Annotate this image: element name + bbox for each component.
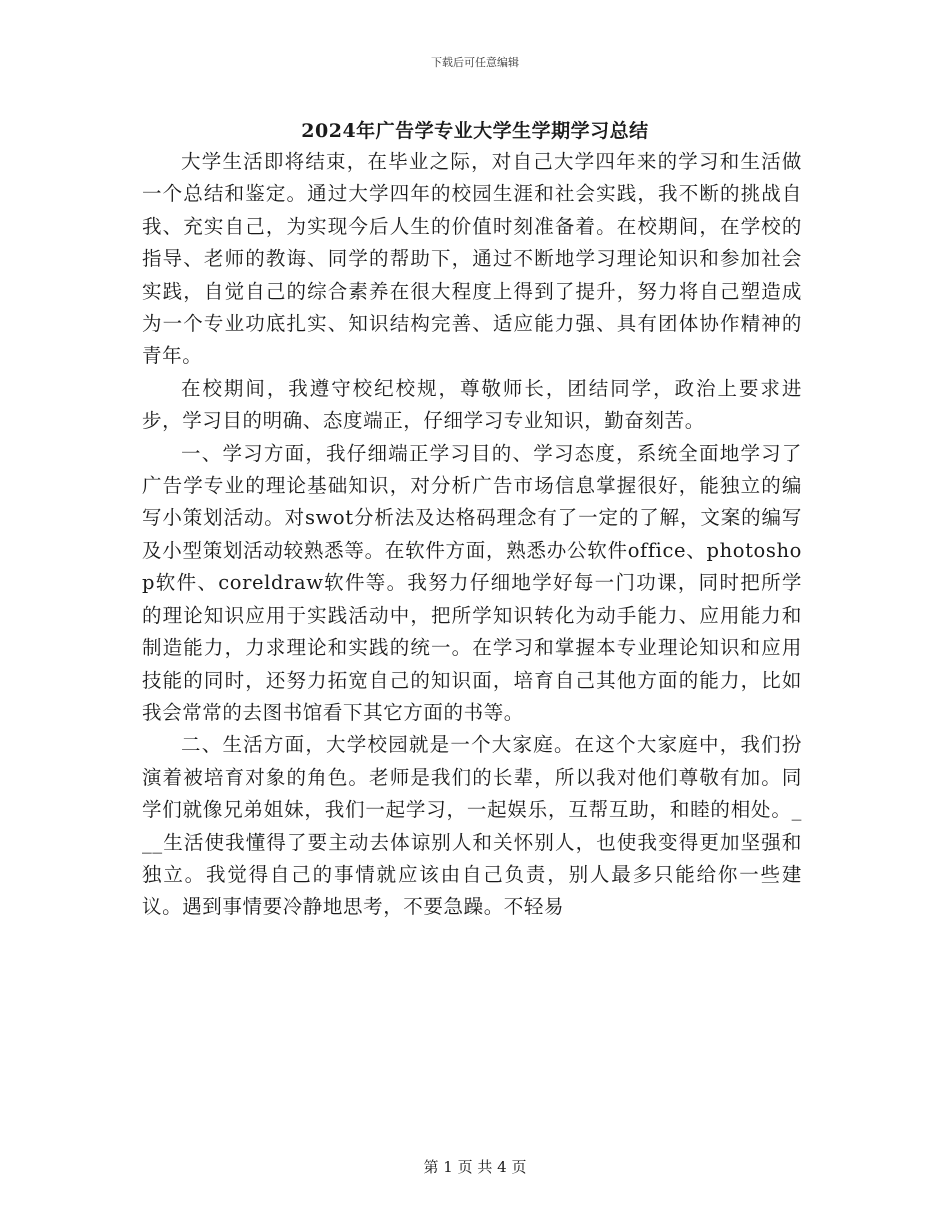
paragraph-intro: 大学生活即将结束，在毕业之际，对自己大学四年来的学习和生活做一个总结和鉴定。通过大学四年的校园生涯和社会实践，我不断的挑战自我、充实自己，为实现今后人生的价值时刻准备着。在校期间，在学校的指导、老师的教诲、同学的帮助下，通过不断地学习理论知识和参加社会实践，自觉自己的综合素养在很大程度上得到了提升，努力将自己塑造成为一个专业功底扎实、知识结构完善、适应能力强、具有团体协作精神的青年。 <box>142 150 802 368</box>
header-note: 下载后可任意编辑 <box>431 56 519 69</box>
paragraph-study: 一、学习方面，我仔细端正学习目的、学习态度，系统全面地学习了广告学专业的理论基础知识，对分析广告市场信息掌握很好，能独立的编写小策划活动。对swot分析法及达格码理念有了一定的了解，文案的编写及小型策划活动较熟悉等。在软件方面，熟悉办公软件office、photoshop软件、coreldraw软件等。我努力仔细地学好每一门功课，同时把所学的理论知识应用于实践活动中，把所学知识转化为动手能力、应用能力和制造能力，力求理论和实践的统一。在学习和掌握本专业理论知识和应用技能的同时，还努力拓宽自己的知识面，培育自己其他方面的能力，比如我会常常的去图书馆看下其它方面的书等。 <box>142 441 802 724</box>
paragraph-conduct: 在校期间，我遵守校纪校规，尊敬师长，团结同学，政治上要求进步，学习目的明确、态度端正，仔细学习专业知识，勤奋刻苦。 <box>142 376 802 433</box>
document-body <box>142 146 802 924</box>
document-title: 2024年广告学专业大学生学期学习总结 <box>301 120 649 142</box>
paragraph-life: 二、生活方面，大学校园就是一个大家庭。在这个大家庭中，我们扮演着被培育对象的角色。老师是我们的长辈，所以我对他们尊敬有加。同学们就像兄弟姐妹，我们一起学习，一起娱乐，互帮互助，和睦的相处。___生活使我懂得了要主动去体谅别人和关怀别人，也使我变得更加坚强和独立。我觉得自己的事情就应该由自己负责，别人最多只能给你一些建议。遇到事情要冷静地思考，不要急躁。不轻易 <box>142 733 802 919</box>
page-footer: 第 1 页 共 4 页 <box>423 1158 527 1176</box>
